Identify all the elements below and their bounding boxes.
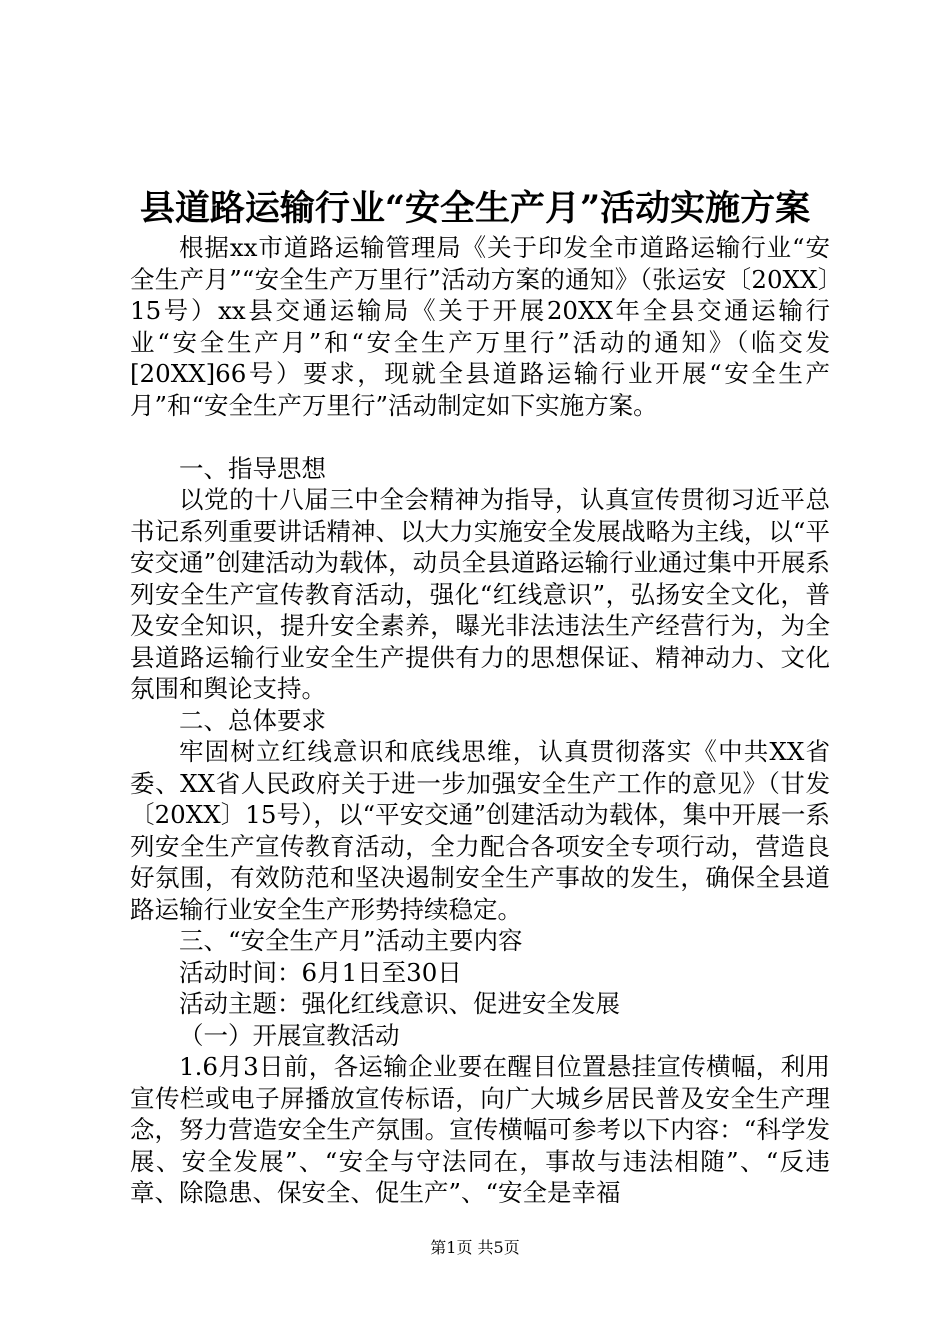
page-footer: 第1页 共5页: [430, 1238, 520, 1257]
activity-theme-line: 活动主题：强化红线意识、促进安全发展: [179, 989, 620, 1018]
intro-paragraph: 根据xx市道路运输管理局《关于印发全市道路运输行业“安全生产月”“安全生产万里行”活动方案的通知》（张运安〔20XX〕15号）xx县交通运输局《关于开展20XX年全县交通运输行业“安全生产月”和“安全生产万里行”活动的通知》（临交发[20XX]66号）要求，现就全县道路运输行业开展“安全生产月”和“安全生产万里行”活动制定如下实施方案。: [130, 233, 830, 420]
section-heading-general-requirements: 二、总体要求: [179, 705, 326, 735]
activity-time-line: 活动时间：6月1日至30日: [179, 957, 462, 987]
paragraph-spacer: [130, 421, 830, 453]
document-body: [130, 232, 830, 1209]
section-heading-guiding-ideology: 一、指导思想: [179, 453, 326, 483]
section-paragraph-general-requirements: 牢固树立红线意识和底线思维，认真贯彻落实《中共XX省委、XX省人民政府关于进一步加强安全生产工作的意见》（甘发〔20XX〕15号），以“平安交通”创建活动为载体，集中开展一系列安全生产宣传教育活动，全力配合各项安全专项行动，营造良好氛围，有效防范和坚决遏制安全生产事故的发生，确保全县道路运输行业安全生产形势持续稳定。: [130, 737, 830, 924]
document-title: 县道路运输行业“安全生产月”活动实施方案: [139, 188, 811, 229]
section-heading-main-content: 三、“安全生产月”活动主要内容: [179, 926, 523, 955]
section-paragraph-guiding-ideology: 以党的十八届三中全会精神为指导，认真宣传贯彻习近平总书记系列重要讲话精神、以大力实施安全发展战略为主线，以“平安交通”创建活动为载体，动员全县道路运输行业通过集中开展系列安全生产宣传教育活动，强化“红线意识”，弘扬安全文化，普及安全知识，提升安全素养，曝光非法违法生产经营行为，为全县道路运输行业安全生产提供有力的思想保证、精神动力、文化氛围和舆论支持。: [130, 485, 830, 703]
item-paragraph-1: 1.6月3日前，各运输企业要在醒目位置悬挂宣传横幅，利用宣传栏或电子屏播放宣传标语，向广大城乡居民普及安全生产理念，努力营造安全生产氛围。宣传横幅可参考以下内容：“科学发展、安全发展”、“安全与守法同在，事故与违法相随”、“反违章、除隐患、保安全、促生产”、“安全是幸福: [130, 1052, 830, 1207]
subsection-heading-publicity: （一）开展宣教活动: [179, 1020, 400, 1050]
